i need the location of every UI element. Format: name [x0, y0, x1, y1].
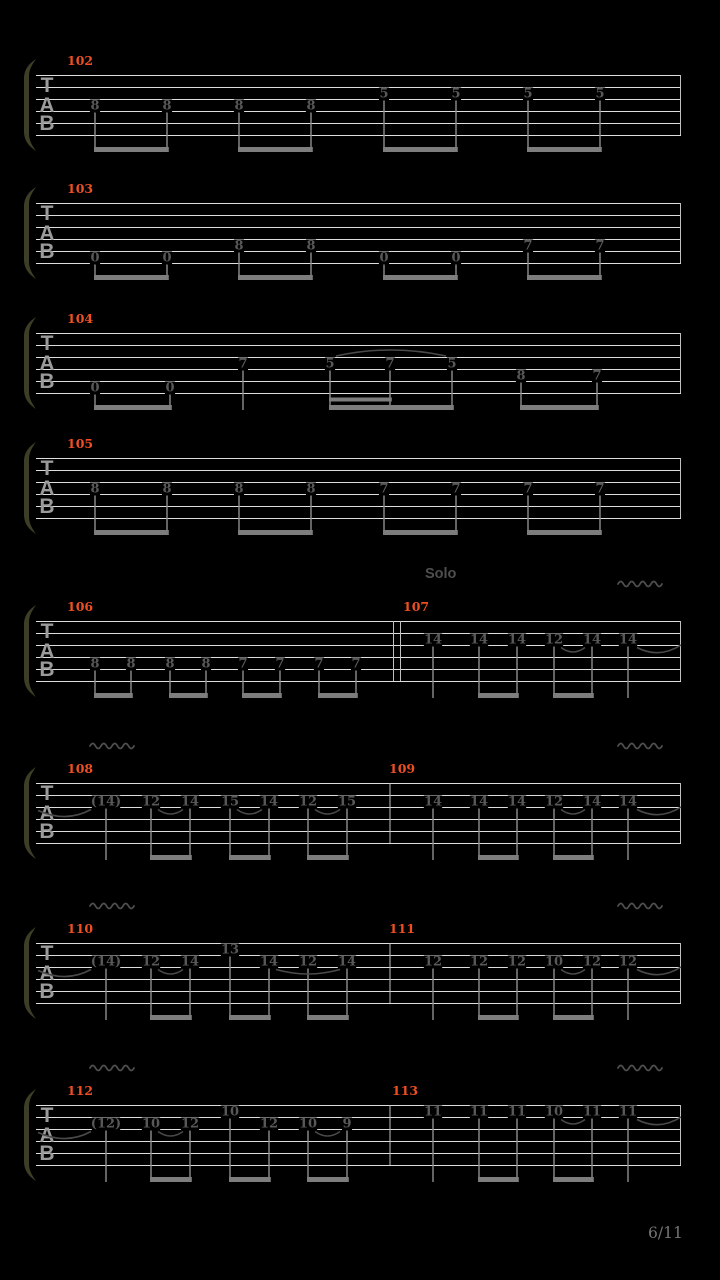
note-stem [451, 371, 452, 411]
fret-number: 12 [141, 954, 161, 970]
fret-number: 12 [423, 954, 443, 970]
fret-number: 14 [337, 954, 357, 970]
note-stem [455, 101, 456, 153]
note-stem [627, 1119, 628, 1183]
beam [527, 275, 602, 280]
fret-number: 8 [165, 656, 175, 672]
fret-number: 7 [379, 481, 389, 497]
beam [229, 855, 271, 860]
fret-number: 10 [544, 1104, 564, 1120]
fret-number: 14 [180, 954, 200, 970]
fret-number: 10 [220, 1104, 240, 1120]
note-stem [268, 1131, 269, 1183]
beam [527, 147, 602, 152]
beam [478, 855, 519, 860]
note-stem [346, 809, 347, 861]
fret-number: 5 [595, 86, 605, 102]
fret-number: 11 [618, 1104, 638, 1120]
fret-number: 7 [592, 368, 602, 384]
fret-number: 12 [298, 794, 318, 810]
note-stem [478, 1119, 479, 1183]
note-stem [307, 809, 308, 861]
note-stem [346, 969, 347, 1021]
beam [329, 405, 454, 410]
beam [169, 693, 208, 698]
fret-number: 5 [325, 356, 335, 372]
fret-number: 8 [90, 98, 100, 114]
fret-number: 8 [162, 481, 172, 497]
tab-clef-letter: A [39, 640, 55, 663]
fret-number: 12 [582, 954, 602, 970]
fret-number: 14 [507, 794, 527, 810]
note-stem [516, 969, 517, 1021]
fret-number: 5 [447, 356, 457, 372]
fret-number: 8 [234, 98, 244, 114]
note-stem [432, 809, 433, 861]
note-stem [432, 647, 433, 699]
fret-number: 14 [423, 794, 443, 810]
note-stem [242, 371, 243, 411]
fret-number: 14 [423, 632, 443, 648]
fret-number: 0 [165, 380, 175, 396]
measure-number: 109 [389, 761, 416, 776]
tab-clef-letter: B [39, 658, 55, 681]
fret-number: 13 [220, 942, 240, 958]
tab-clef-letter: T [40, 620, 54, 643]
note-stem [478, 647, 479, 699]
fret-number: 12 [298, 954, 318, 970]
note-stem [627, 647, 628, 699]
measure-number: 102 [67, 53, 94, 68]
note-stem [599, 496, 600, 536]
note-stem [189, 809, 190, 861]
fret-number: 15 [337, 794, 357, 810]
beam [150, 855, 192, 860]
beam-sixteenth [329, 398, 392, 402]
tab-clef-letter: A [39, 1124, 55, 1147]
beam [150, 1015, 192, 1020]
note-stem [591, 647, 592, 699]
tab-clef-letter: A [39, 962, 55, 985]
measure-number: 104 [67, 311, 94, 326]
note-stem [189, 969, 190, 1021]
page-indicator: 6/11 [648, 1224, 683, 1242]
fret-number: 12 [180, 1116, 200, 1132]
fret-number: 11 [582, 1104, 602, 1120]
note-stem [307, 969, 308, 1021]
fret-number: 14 [180, 794, 200, 810]
fret-number: (14) [90, 794, 122, 810]
tab-clef-letter: A [39, 94, 55, 117]
fret-number: 14 [582, 632, 602, 648]
note-stem [229, 1119, 230, 1183]
beam [229, 1015, 271, 1020]
measure-number: 106 [67, 599, 94, 614]
beam [150, 1177, 192, 1182]
note-stem [553, 809, 554, 861]
note-stem [516, 647, 517, 699]
fret-number: 7 [238, 356, 248, 372]
fret-number: 11 [469, 1104, 489, 1120]
note-stem [329, 371, 330, 411]
note-stem [166, 113, 167, 153]
note-stem [150, 809, 151, 861]
beam [527, 530, 602, 535]
fret-number: 11 [507, 1104, 527, 1120]
fret-number: 12 [469, 954, 489, 970]
fret-number: 0 [162, 250, 172, 266]
note-stem [553, 1119, 554, 1183]
fret-number: 8 [90, 481, 100, 497]
fret-number: 8 [306, 481, 316, 497]
note-stem [268, 809, 269, 861]
fret-number: 7 [351, 656, 361, 672]
beam [307, 1015, 349, 1020]
fret-number: 7 [385, 356, 395, 372]
note-stem [389, 371, 390, 411]
fret-number: 7 [595, 238, 605, 254]
measure-number: 111 [389, 921, 416, 936]
note-stem [229, 809, 230, 861]
beam [94, 693, 133, 698]
fret-number: 8 [516, 368, 526, 384]
fret-number: 7 [595, 481, 605, 497]
fret-number: 7 [523, 238, 533, 254]
note-stem [627, 969, 628, 1021]
beam [553, 693, 594, 698]
fret-number: 11 [423, 1104, 443, 1120]
beam [238, 147, 313, 152]
fret-number: 8 [234, 238, 244, 254]
fret-number: 12 [141, 794, 161, 810]
tab-clef-letter: A [39, 222, 55, 245]
note-stem [94, 496, 95, 536]
note-stem [478, 969, 479, 1021]
tab-clef-letter: T [40, 942, 54, 965]
note-stem [527, 101, 528, 153]
measure-number: 103 [67, 181, 94, 196]
fret-number: 14 [469, 794, 489, 810]
tab-clef-letter: T [40, 202, 54, 225]
note-stem [346, 1131, 347, 1183]
fret-number: 0 [451, 250, 461, 266]
fret-number: 10 [141, 1116, 161, 1132]
fret-number: 7 [275, 656, 285, 672]
note-stem [432, 1119, 433, 1183]
note-stem [229, 957, 230, 1021]
fret-number: 14 [618, 632, 638, 648]
fret-number: 0 [379, 250, 389, 266]
beam [383, 147, 458, 152]
note-stem [591, 969, 592, 1021]
tab-clef-letter: T [40, 1104, 54, 1127]
fret-number: 12 [259, 1116, 279, 1132]
beam [520, 405, 599, 410]
note-stem [527, 496, 528, 536]
measure-number: 105 [67, 436, 94, 451]
fret-number: 0 [90, 250, 100, 266]
fret-number: (14) [90, 954, 122, 970]
beam [478, 1015, 519, 1020]
tab-clef-letter: T [40, 782, 54, 805]
tab-clef-letter: T [40, 74, 54, 97]
tab-clef-letter: B [39, 980, 55, 1003]
fret-number: 12 [544, 794, 564, 810]
fret-number: 5 [451, 86, 461, 102]
note-stem [455, 496, 456, 536]
beam [94, 275, 169, 280]
measure-number: 108 [67, 761, 94, 776]
note-stem [268, 969, 269, 1021]
fret-number: 8 [126, 656, 136, 672]
measure-number: 112 [67, 1083, 94, 1098]
tab-clef-letter: B [39, 112, 55, 135]
fret-number: 7 [238, 656, 248, 672]
tab-clef-letter: B [39, 240, 55, 263]
note-stem [553, 969, 554, 1021]
fret-number: 14 [582, 794, 602, 810]
beam [307, 855, 349, 860]
note-stem [591, 1119, 592, 1183]
fret-number: 14 [259, 794, 279, 810]
note-stem [310, 113, 311, 153]
fret-number: 8 [306, 98, 316, 114]
beam [318, 693, 358, 698]
fret-number: 0 [90, 380, 100, 396]
beam [383, 530, 458, 535]
note-stem [383, 496, 384, 536]
beam [238, 530, 313, 535]
beam [553, 855, 594, 860]
note-stem [150, 969, 151, 1021]
note-stem [599, 101, 600, 153]
tab-clef-letter: T [40, 457, 54, 480]
fret-number: 8 [306, 238, 316, 254]
note-stem [516, 1119, 517, 1183]
beam [307, 1177, 349, 1182]
note-stem [383, 101, 384, 153]
fret-number: 15 [220, 794, 240, 810]
fret-number: 14 [507, 632, 527, 648]
note-stem [238, 113, 239, 153]
note-stem [591, 809, 592, 861]
note-stem [478, 809, 479, 861]
note-stem [238, 496, 239, 536]
tab-clef-letter: B [39, 370, 55, 393]
fret-number: 10 [298, 1116, 318, 1132]
note-stem [105, 809, 106, 861]
note-stem [94, 113, 95, 153]
measure-number: 110 [67, 921, 94, 936]
beam [94, 530, 169, 535]
beam [238, 275, 313, 280]
fret-number: 8 [201, 656, 211, 672]
fret-number: 12 [618, 954, 638, 970]
note-stem [432, 969, 433, 1021]
fret-number: 8 [90, 656, 100, 672]
tab-clef-letter: A [39, 802, 55, 825]
fret-number: 7 [314, 656, 324, 672]
note-stem [307, 1131, 308, 1183]
fret-number: 14 [259, 954, 279, 970]
beam [94, 147, 169, 152]
fret-number: 8 [234, 481, 244, 497]
note-stem [627, 809, 628, 861]
fret-number: 5 [523, 86, 533, 102]
beam [478, 693, 519, 698]
beam [94, 405, 172, 410]
fret-number: 5 [379, 86, 389, 102]
fret-number: 12 [507, 954, 527, 970]
fret-number: (12) [90, 1116, 122, 1132]
fret-number: 14 [618, 794, 638, 810]
tab-clef-letter: B [39, 1142, 55, 1165]
tab-clef-letter: B [39, 495, 55, 518]
fret-number: 14 [469, 632, 489, 648]
solo-label: Solo [425, 566, 457, 582]
note-stem [553, 647, 554, 699]
beam [242, 693, 282, 698]
note-stem [105, 969, 106, 1021]
beam [383, 275, 458, 280]
beam [229, 1177, 271, 1182]
note-stem [516, 809, 517, 861]
fret-number: 12 [544, 632, 564, 648]
note-stem [166, 496, 167, 536]
tab-clef-letter: A [39, 477, 55, 500]
beam [478, 1177, 519, 1182]
beam [553, 1015, 594, 1020]
measure-number: 107 [403, 599, 430, 614]
tab-clef-letter: A [39, 352, 55, 375]
note-stem [310, 496, 311, 536]
note-stem [150, 1131, 151, 1183]
measure-number: 113 [392, 1083, 419, 1098]
tab-clef-letter: B [39, 820, 55, 843]
fret-number: 7 [523, 481, 533, 497]
note-stem [189, 1131, 190, 1183]
fret-number: 9 [342, 1116, 352, 1132]
fret-number: 10 [544, 954, 564, 970]
beam [553, 1177, 594, 1182]
tab-clef-letter: T [40, 332, 54, 355]
fret-number: 7 [451, 481, 461, 497]
note-stem [105, 1131, 106, 1183]
fret-number: 8 [162, 98, 172, 114]
